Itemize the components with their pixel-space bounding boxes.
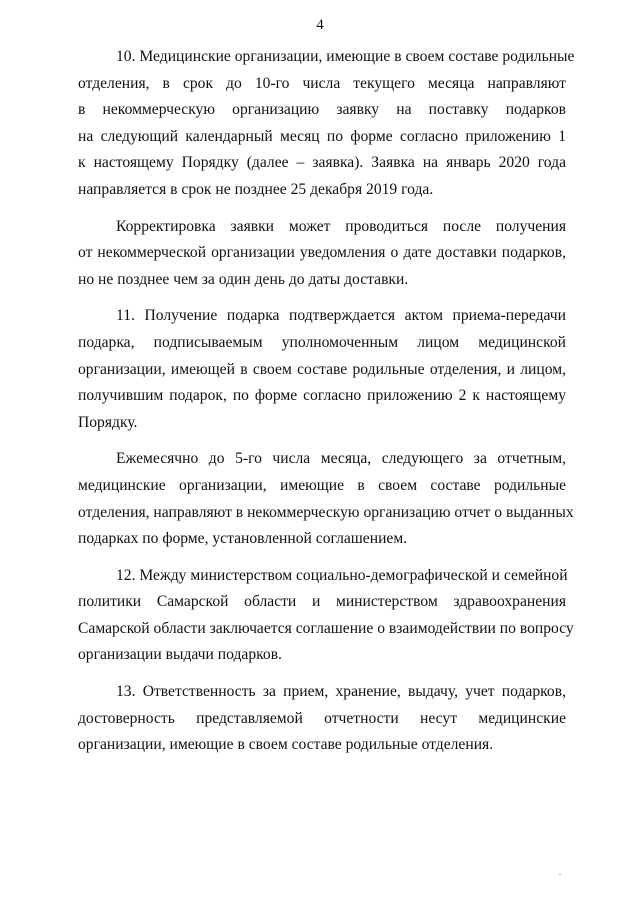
text-line: Самарской области заключается соглашение о взаимодействии по вопросу [78, 619, 574, 637]
text-line: Корректировка заявки может проводиться после получения [116, 217, 566, 235]
paragraph-item-11 [78, 303, 566, 436]
text-line: подарках по форме, установленной соглашением. [78, 530, 408, 548]
text-line: медицинские организации, имеющие в своем составе родильные [78, 476, 566, 494]
text-line: 11. Получение подарка подтверждается актом приема-передачи [116, 307, 566, 325]
text-line: Порядку. [78, 413, 138, 431]
text-line: организации, имеющей в своем составе родильные отделения, и лицом, [78, 360, 566, 378]
text-line: 10. Медицинские организации, имеющие в своем составе родильные [116, 48, 575, 65]
text-line: политики Самарской области и министерством здравоохранения [78, 593, 566, 611]
text-line: от некоммерческой организации уведомления о дате доставки подарков, [78, 244, 566, 262]
text-line: на следующий календарный месяц по форме согласно приложению 1 [78, 127, 566, 145]
text-line: достоверность представляемой отчетности несут медицинские [78, 709, 566, 727]
text-line: в некоммерческую организацию заявку на поставку подарков [78, 101, 566, 119]
text-line: получившим подарок, по форме согласно приложению 2 к настоящему [78, 387, 566, 405]
text-line: к настоящему Порядку (далее – заявка). Заявка на январь 2020 года [78, 154, 566, 172]
paragraph-item-10 [78, 44, 575, 204]
text-line: подарка, подписываемым уполномоченным лицом медицинской [78, 333, 566, 351]
page-number: 4 [316, 17, 324, 33]
text-line: направляется в срок не позднее 25 декабря 2019 года. [78, 180, 434, 198]
document-body [78, 44, 575, 769]
text-line: отделения, направляют в некоммерческую организацию отчет о выданных [78, 503, 574, 521]
paragraph-correction [78, 214, 566, 294]
text-line: организации, имеющие в своем составе родильные отделения. [78, 736, 494, 754]
text-line: Ежемесячно до 5-го числа месяца, следующего за отчетным, [116, 450, 566, 468]
text-line: 13. Ответственность за прием, хранение, выдачу, учет подарков, [116, 683, 566, 701]
text-line: отделения, в срок до 10-го числа текущего месяца направляют [78, 74, 566, 92]
text-line: 12. Между министерством социально-демографической и семейной [116, 566, 568, 584]
text-line: организации выдачи подарков. [78, 646, 282, 664]
paragraph-monthly-report [78, 446, 574, 552]
paragraph-item-13 [78, 679, 566, 759]
paragraph-item-12 [78, 563, 574, 669]
text-line: но не позднее чем за один день до даты доставки. [78, 270, 409, 288]
footer-mark: . [559, 868, 561, 877]
